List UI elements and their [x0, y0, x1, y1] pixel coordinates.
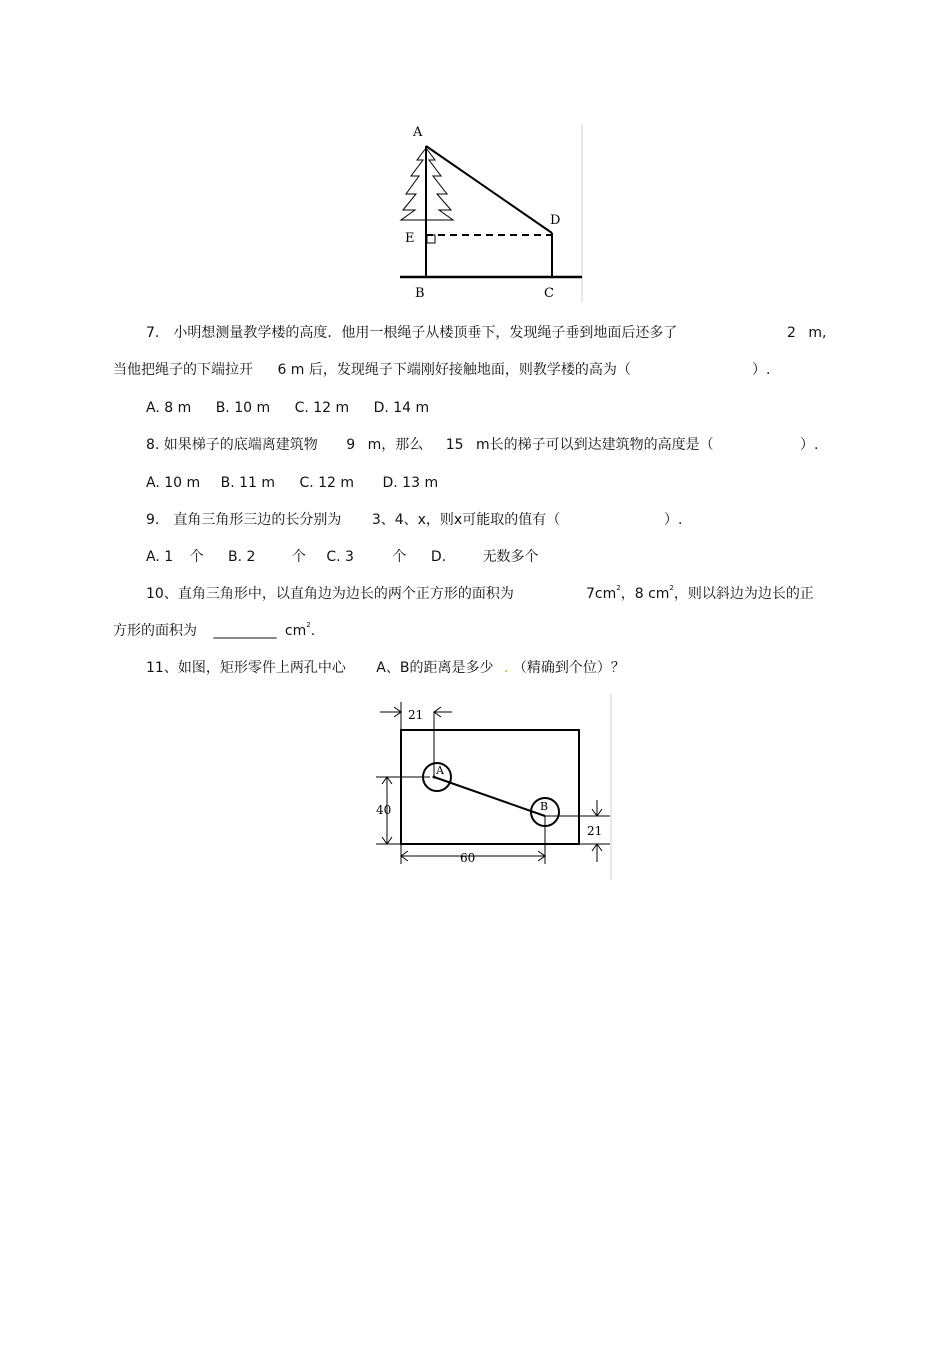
q10-line1-values — [586, 584, 814, 604]
q7-option-d: D. 14 m — [373, 400, 430, 416]
q11-text-b: A、B的距离是多少 — [376, 660, 494, 676]
q7-option-b: B. 10 m — [215, 400, 271, 416]
q7-val1 — [787, 323, 826, 343]
label-hole-A: A — [436, 764, 444, 777]
q10-unit-cm: cm — [284, 623, 307, 639]
q7-text-2b: 后，发现绳子下端刚好接触地面，则教学楼的高为（ — [308, 362, 631, 378]
q8-value-9: 9 — [346, 437, 356, 453]
dim-left-40: 40 — [376, 803, 392, 817]
q10-value-8cm: 8 cm — [634, 586, 670, 602]
q10-text-a: 10、直角三角形中，以直角边为边长的两个正方形的面积为 — [146, 586, 514, 602]
q9-option-b-unit: 个 — [291, 549, 306, 565]
q10-sup-1: 2 — [616, 584, 621, 592]
q7-options — [146, 398, 429, 418]
q8-value-15: 15 — [445, 437, 464, 453]
label-B: B — [415, 286, 425, 301]
q9-option-c: C. 3 — [326, 549, 354, 565]
q9-bracket-close: ）. — [664, 512, 683, 528]
q8-option-a: A. 10 m — [146, 475, 201, 491]
q10-text-line2: 方形的面积为 — [113, 623, 197, 639]
q11-text-a: 11、如图，矩形零件上两孔中心 — [146, 660, 346, 676]
q8-text-c: m长的梯子可以到达建筑物的高度是（ — [476, 437, 714, 453]
q9-option-c-unit: 个 — [392, 549, 407, 565]
q7-line1 — [146, 323, 677, 343]
q9-option-d: D. — [430, 549, 447, 565]
q11-text-c: （精确到个位）？ — [512, 660, 625, 676]
q10-sup-2: 2 — [669, 584, 674, 592]
q11-dot: . — [503, 660, 509, 676]
figure-rect-part — [370, 692, 615, 882]
q9-line — [146, 510, 560, 530]
label-C: C — [544, 286, 554, 301]
dim-top-21: 21 — [408, 708, 424, 722]
q9-text-b: 3、4、x，则x可能取的值有（ — [371, 512, 561, 528]
label-E: E — [405, 231, 415, 246]
q8-text-b: m，那么 — [367, 437, 424, 453]
dim-right-21: 21 — [587, 824, 603, 838]
q9-option-d-text: 无数多个 — [482, 549, 539, 565]
q9-option-a-unit: 个 — [189, 549, 204, 565]
q10-text-b: ，则以斜边为边长的正 — [673, 586, 814, 602]
q8-line-end — [800, 435, 818, 455]
q10-line1 — [146, 584, 514, 604]
q7-text-1: 7. 小明想测量教学楼的高度．他用一根绳子从楼顶垂下，发现绳子垂到地面后还多了 — [146, 325, 678, 341]
q11-line — [146, 658, 625, 678]
q8-option-d: D. 13 m — [382, 475, 439, 491]
q7-text-2a: 当他把绳子的下端拉开 — [113, 362, 253, 378]
q9-options — [146, 547, 539, 567]
q7-value-6m: 6 m — [277, 362, 305, 378]
q10-line2 — [113, 621, 315, 641]
q10-value-7cm: 7cm — [586, 586, 617, 602]
q9-option-b: B. 2 — [228, 549, 256, 565]
q8-text-a: 8. 如果梯子的底端离建筑物 — [146, 437, 318, 453]
q7-bracket-close: ）. — [752, 362, 771, 378]
q8-bracket-close: ）. — [800, 437, 819, 453]
q10-answer-blank: _________ — [213, 623, 277, 639]
q8-line — [146, 435, 714, 455]
q7-line2 — [113, 360, 631, 380]
q7-unit-m: m, — [808, 325, 827, 341]
q8-options — [146, 473, 438, 493]
q7-line2-end — [752, 360, 770, 380]
label-D: D — [550, 213, 561, 228]
q7-value-2: 2 — [787, 325, 796, 341]
q10-period: . — [310, 623, 316, 639]
q7-option-c: C. 12 m — [294, 400, 350, 416]
q9-option-a: A. 1 — [146, 549, 174, 565]
label-A: A — [413, 125, 423, 140]
figure-tree-rope — [395, 120, 590, 305]
q9-line-end — [664, 510, 682, 530]
q9-text-a: 9. 直角三角形三边的长分别为 — [146, 512, 342, 528]
q10-sup-3: 2 — [306, 621, 311, 629]
q7-option-a: A. 8 m — [146, 400, 192, 416]
q8-option-c: C. 12 m — [299, 475, 355, 491]
q10-separator: ， — [620, 586, 635, 602]
label-hole-B: B — [540, 800, 549, 813]
dim-bottom-60: 60 — [460, 851, 476, 865]
q8-option-b: B. 11 m — [220, 475, 276, 491]
